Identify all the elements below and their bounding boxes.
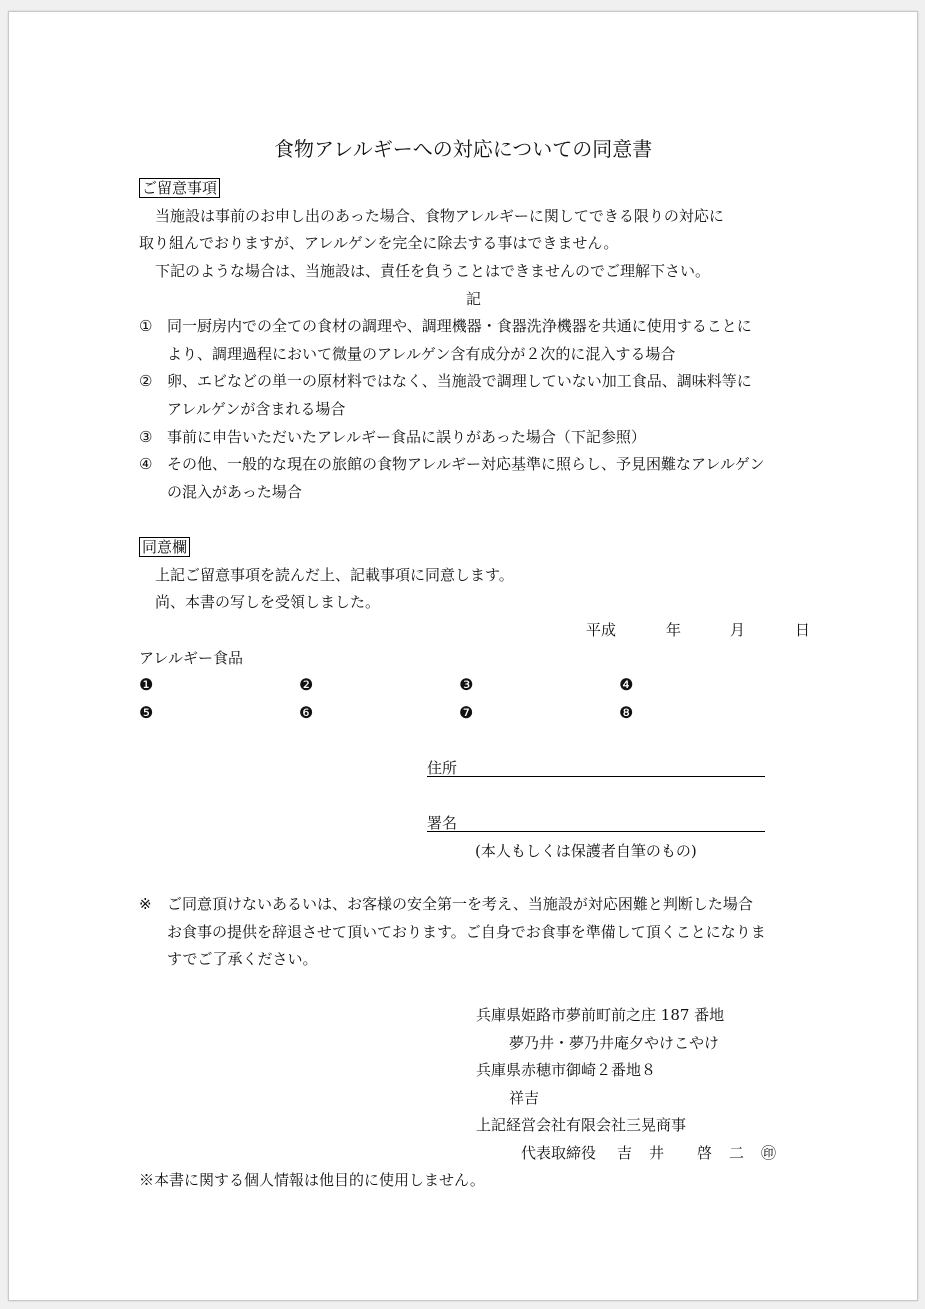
item-2-line-2: アレルゲンが含まれる場合 xyxy=(167,400,346,418)
item-4-line-1: その他、一般的な現在の旅館の食物アレルギー対応基準に照らし、予見困難なアレルゲン xyxy=(167,455,765,473)
date-month: 月 xyxy=(730,621,746,639)
issuer-address-1: 兵庫県姫路市夢前町前之庄 187 番地 xyxy=(476,1006,725,1024)
address-label: 住所 xyxy=(427,759,458,777)
issuer-facility-2: 祥吉 xyxy=(509,1089,540,1107)
issuer-address-2: 兵庫県赤穂市御崎２番地８ xyxy=(476,1061,657,1079)
allergy-food-label: アレルギー食品 xyxy=(139,649,244,667)
representative-name-char-3: 啓 xyxy=(697,1144,713,1162)
allergy-marker-5: ❺ xyxy=(139,703,154,722)
item-3-line-1: 事前に申告いただいたアレルギー食品に誤りがあった場合（下記参照） xyxy=(167,428,646,446)
item-3-number: ③ xyxy=(139,428,153,446)
item-4-line-2: の混入があった場合 xyxy=(167,483,302,501)
notes-paragraph-2: 取り組んでおりますが、アレルゲンを完全に除去する事はできません。 xyxy=(139,234,619,252)
item-1-line-1: 同一厨房内での全ての食材の調理や、調理機器・食器洗浄機器を共通に使用することに xyxy=(167,317,752,335)
notes-paragraph-1: 当施設は事前のお申し出のあった場合、食物アレルギーに関してできる限りの対応に xyxy=(155,207,724,225)
date-year: 年 xyxy=(666,621,682,639)
note-line-1: ご同意頂けないあるいは、お客様の安全第一を考え、当施設が対応困難と判断した場合 xyxy=(167,895,753,913)
item-2-number: ② xyxy=(139,372,153,390)
representative-title: 代表取締役 xyxy=(521,1144,597,1162)
document-page xyxy=(8,11,918,1301)
allergy-marker-1: ❶ xyxy=(139,675,154,694)
allergy-marker-6: ❻ xyxy=(299,703,314,722)
privacy-note: ※本書に関する個人情報は他目的に使用しません。 xyxy=(139,1171,485,1189)
date-era: 平成 xyxy=(586,621,617,639)
seal-mark: ㊞ xyxy=(761,1144,777,1162)
consent-line-2: 尚、本書の写しを受領しました。 xyxy=(155,593,381,611)
consent-heading xyxy=(139,537,190,557)
allergy-marker-3: ❸ xyxy=(459,675,474,694)
issuer-company: 上記経営会社有限会社三晃商事 xyxy=(476,1116,687,1134)
notes-heading-box: ご留意事項 xyxy=(139,178,220,198)
note-mark: ※ xyxy=(139,895,152,913)
notes-paragraph-3: 下記のような場合は、当施設は、責任を負うことはできませんのでご理解下さい。 xyxy=(155,262,711,280)
allergy-marker-7: ❼ xyxy=(459,703,474,722)
item-2-line-1: 卵、エビなどの単一の原材料ではなく、当施設で調理していない加工食品、調味料等に xyxy=(167,372,752,390)
representative-name-char-4: 二 xyxy=(729,1144,745,1162)
issuer-facility-1: 夢乃井・夢乃井庵夕やけこやけ xyxy=(509,1034,720,1052)
note-line-3: すでご了承ください。 xyxy=(167,950,318,968)
consent-line-1: 上記ご留意事項を読んだ上、記載事項に同意します。 xyxy=(155,566,514,584)
item-4-number: ④ xyxy=(139,455,153,473)
allergy-marker-4: ❹ xyxy=(619,675,634,694)
date-day: 日 xyxy=(795,621,811,639)
representative-name-char-2: 井 xyxy=(649,1144,665,1162)
item-1-number: ① xyxy=(139,317,153,335)
allergy-marker-8: ❽ xyxy=(619,703,634,722)
address-underline xyxy=(427,776,765,777)
signature-underline xyxy=(427,831,765,832)
item-1-line-2: より、調理過程において微量のアレルゲン含有成分が２次的に混入する場合 xyxy=(167,345,676,363)
ki-label: 記 xyxy=(466,290,482,308)
note-line-2: お食事の提供を辞退させて頂いております。ご自身でお食事を準備して頂くことになりま xyxy=(167,923,766,941)
signature-note: (本人もしくは保護者自筆のもの) xyxy=(475,842,697,860)
signature-label: 署名 xyxy=(427,814,458,832)
consent-heading-box: 同意欄 xyxy=(139,537,190,557)
notes-heading xyxy=(139,178,220,198)
allergy-marker-2: ❷ xyxy=(299,675,314,694)
document-title: 食物アレルギーへの対応についての同意書 xyxy=(274,137,653,161)
representative-name-char-1: 吉 xyxy=(617,1144,633,1162)
